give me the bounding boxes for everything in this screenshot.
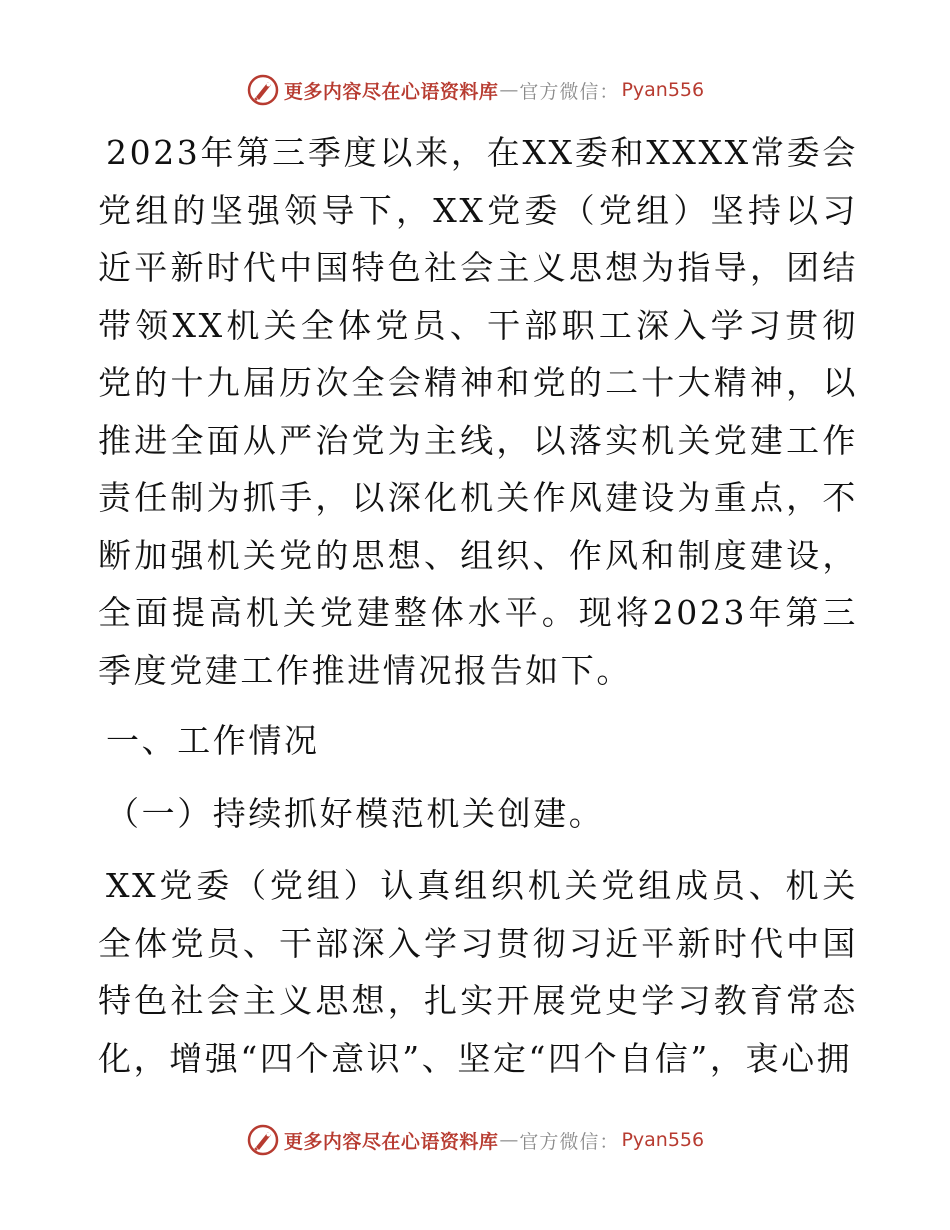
- section-heading: 一、工作情况: [106, 721, 320, 760]
- watermark-separator: —: [499, 1129, 519, 1151]
- watermark-account: Pyan556: [621, 79, 705, 101]
- pen-tip-logo-icon: [246, 1123, 280, 1157]
- watermark-separator: —: [499, 79, 519, 101]
- watermark-brand: 更多内容尽在心语资料库: [283, 80, 499, 103]
- watermark-account: Pyan556: [621, 1129, 705, 1151]
- subsection-heading: （一）持续抓好模范机关创建。: [106, 793, 605, 833]
- intro-paragraph: 2023年第三季度以来，在XX委和XXXX常委会党组的坚强领导下，XX党委（党组）坚持以习近平新时代中国特色社会主义思想为指导，团结带领XX机关全体党员、干部职工深入学习贯彻党的十九届历次全会精神和党的二十大精神，以推进全面从严治党为主线，以落实机关党建工作责任制为抓手，以深化机关作风建设为重点，不断加强机关党的思想、组织、作风和制度建设，全面提高机关党建整体水平。现将2023年第三季度党建工作推进情况报告如下。: [98, 133, 858, 690]
- pen-tip-logo-icon: [246, 73, 280, 107]
- watermark-label: 官方微信：: [519, 80, 620, 103]
- watermark-brand: 更多内容尽在心语资料库: [283, 1130, 499, 1153]
- document-body: [98, 124, 858, 1087]
- header-watermark: [0, 70, 950, 110]
- body-paragraph: XX党委（党组）认真组织机关党组成员、机关全体党员、干部深入学习贯彻习近平新时代中国特色社会主义思想，扎实开展党史学习教育常态化，增强“四个意识”、坚定“四个自信”，衷心拥: [98, 866, 858, 1078]
- footer-watermark: [0, 1120, 950, 1160]
- watermark-label: 官方微信：: [519, 1130, 620, 1153]
